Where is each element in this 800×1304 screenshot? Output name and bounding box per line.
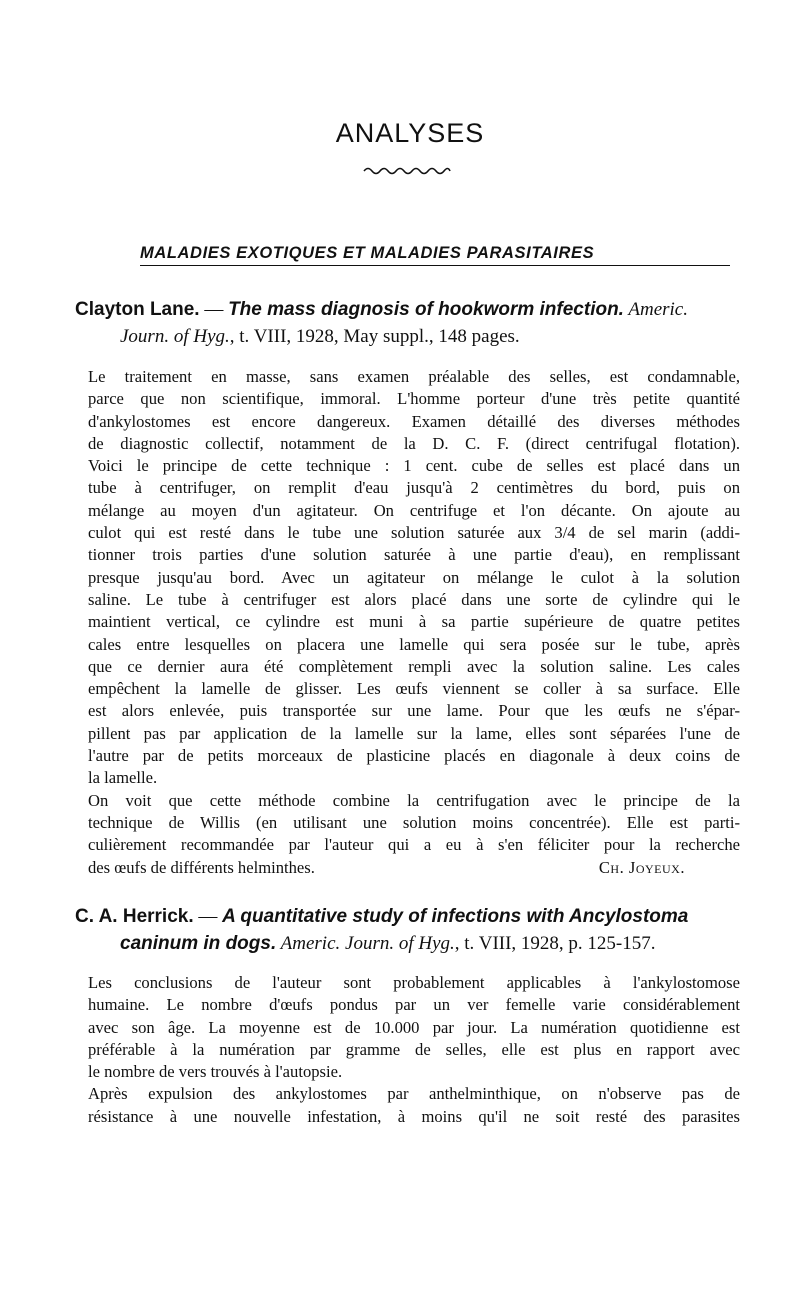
text-line: des œufs de différents helminthes.: [88, 857, 315, 877]
text-line: culot qui est resté dans le tube une solution saturée aux 3/4 de sel marin (addi-: [88, 523, 740, 543]
text-line: culièrement recommandée par l'auteur qui a eu à s'en féliciter pour la recherche: [88, 835, 740, 855]
text-line: préférable à la numération par gramme de selles, elle est plus en rapport avec: [88, 1039, 740, 1059]
signature-line: [88, 857, 740, 879]
text-line: tube à centrifuger, on remplit d'eau jusqu'à 2 centimètres du bord, puis on: [88, 478, 740, 498]
text-line: Voici le principe de cette technique : 1 cent. cube de selles est placé dans un: [88, 456, 740, 476]
text-line: que ce dernier aura été complètement rempli avec la solution saline. Les cales: [88, 656, 740, 676]
article-1-journal-cont: Journ. of Hyg.: [120, 326, 230, 347]
dash: —: [199, 299, 229, 320]
text-line: le nombre de vers trouvés à l'autopsie.: [88, 1062, 343, 1082]
article-2-reference: [75, 903, 745, 957]
text-line: avec son âge. La moyenne est de 10.000 par jour. La numération quotidienne est: [88, 1017, 740, 1037]
article-2-title: A quantitative study of infections with Ancylostoma: [222, 906, 689, 927]
article-2-body: [88, 972, 740, 1128]
text-line: parce que non scientifique, immoral. L'homme porteur d'une très petite quantité: [88, 389, 740, 409]
article-2-journal: Americ. Journ. of Hyg.: [276, 933, 455, 954]
text-line: tionner trois parties d'une solution saturée à une partie d'eau), en remplissant: [88, 545, 740, 565]
text-line: Les conclusions de l'auteur sont probablement applicables à l'ankylostomose: [88, 973, 740, 992]
text-line: l'autre par de petits morceaux de plasticine placés en diagonale à deux coins de: [88, 746, 740, 766]
text-line: Après expulsion des ankylostomes par anthelminthique, on n'observe pas de: [88, 1084, 740, 1104]
text-line: empêchent la lamelle de glisser. Les œufs viennent se coller à sa surface. Elle: [88, 679, 740, 699]
text-line: pillent pas par application de la lamelle sur la lame, elles sont séparées l'une de: [88, 723, 740, 743]
page-title: ANALYSES: [335, 118, 485, 148]
text-line: est alors enlevée, puis transportée sur une lame. Pour que les œufs ne s'épar-: [88, 701, 740, 721]
text-line: On voit que cette méthode combine la centrifugation avec le principe de la: [88, 790, 740, 810]
text-line: d'ankylostomes est encore dangereux. Examen détaillé des diverses méthodes: [88, 411, 740, 431]
author-signature: Ch. Joyeux.: [598, 857, 685, 877]
article-1-body: [88, 366, 740, 879]
text-line: maintient vertical, ce cylindre est muni à sa partie supérieure de quatre petites: [88, 612, 740, 632]
article-2-title-cont: caninum in dogs.: [120, 933, 277, 954]
article-1-title: The mass diagnosis of hookworm infection.: [228, 299, 624, 320]
text-line: cales entre lesquelles on placera une lamelle qui sera posée sur le tube, après: [88, 634, 740, 654]
text-line: technique de Willis (en utilisant une solution moins concentrée). Elle est parti-: [88, 812, 740, 832]
article-1-author: Clayton Lane.: [75, 299, 200, 320]
text-line: Le traitement en masse, sans examen préalable des selles, est condamnable,: [88, 367, 740, 386]
section-heading: MALADIES EXOTIQUES ET MALADIES PARASITAIRES: [140, 244, 730, 266]
text-line: presque jusqu'au bord. Avec un agitateur on mélange le culot à la solution: [88, 567, 740, 587]
article-1-citation: , t. VIII, 1928, May suppl., 148 pages.: [229, 326, 520, 347]
text-line: humaine. Le nombre d'œufs pondus par un ver femelle varie considérablement: [88, 995, 740, 1015]
article-2-citation: , t. VIII, 1928, p. 125-157.: [454, 933, 656, 954]
dash: —: [193, 906, 223, 927]
text-line: la lamelle.: [88, 768, 158, 788]
article-1-journal: Americ.: [623, 299, 688, 320]
text-line: de diagnostic collectif, notamment de la D. C. F. (direct centrifugal flotation).: [88, 433, 740, 453]
text-line: résistance à une nouvelle infestation, à moins qu'il ne soit resté des parasites: [88, 1106, 740, 1126]
text-line: mélange au moyen d'un agitateur. On centrifuge et l'on décante. On ajoute au: [88, 500, 740, 520]
decorative-ornament: [362, 164, 452, 178]
article-2-author: C. A. Herrick.: [75, 906, 194, 927]
article-1-reference: [75, 296, 745, 350]
text-line: saline. Le tube à centrifuger est alors placé dans une sorte de cylindre qui le: [88, 589, 740, 609]
